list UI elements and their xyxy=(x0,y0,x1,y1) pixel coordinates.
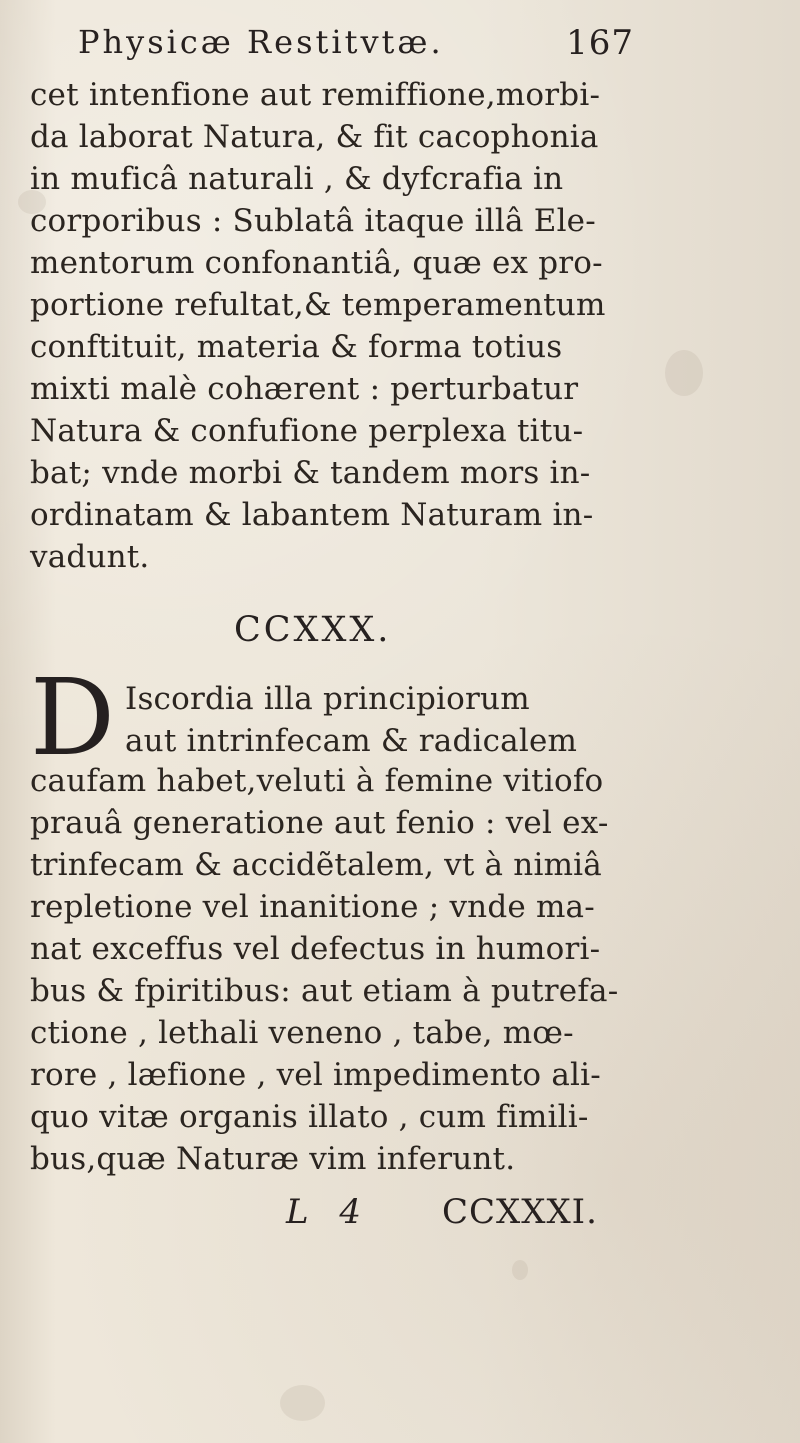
text-line: bus,quæ Naturæ vim inferunt. xyxy=(30,1141,516,1177)
text-line: portione refultat,& temperamentum xyxy=(30,287,606,323)
signature-mark: L 4 xyxy=(286,1192,372,1232)
text-line: in muficâ naturali , & dyfcrafia in xyxy=(30,161,564,197)
text-line: aut intrinfecam & radicalem xyxy=(125,723,578,759)
text-line: Natura & confufione perplexa titu- xyxy=(30,413,584,449)
catchword: CCXXXI. xyxy=(442,1192,598,1232)
text-line: Iscordia illa principiorum xyxy=(125,681,530,717)
text-line: ctione , lethali veneno , tabe, mœ- xyxy=(30,1015,574,1051)
text-line: bus & fpiritibus: aut etiam à putrefa- xyxy=(30,973,619,1009)
section-heading: CCXXX. xyxy=(234,610,392,650)
page-footer xyxy=(286,1192,646,1242)
opening-lines xyxy=(125,678,640,762)
text-line: rore , læfione , vel impedimento ali- xyxy=(30,1057,601,1093)
text-line: ordinatam & labantem Naturam in- xyxy=(30,497,594,533)
text-line: conftituit, materia & forma totius xyxy=(30,329,563,365)
running-title: Physicæ Restitvtæ. xyxy=(78,23,444,61)
text-line: da laborat Natura, & fit cacophonia xyxy=(30,119,599,155)
text-line: vadunt. xyxy=(30,539,150,575)
paper-stain xyxy=(665,350,703,396)
text-line: bat; vnde morbi & tandem mors in- xyxy=(30,455,591,491)
text-line: nat exceffus vel defectus in humori- xyxy=(30,931,601,967)
paper-stain xyxy=(512,1260,528,1280)
page-header xyxy=(78,23,638,73)
drop-cap: D xyxy=(30,656,115,779)
text-line: caufam habet,veluti à femine vitiofo xyxy=(30,763,604,799)
paragraph-one xyxy=(30,74,640,578)
text-line: mixti malè cohærent : perturbatur xyxy=(30,371,579,407)
paper-stain xyxy=(280,1385,325,1421)
text-line: quo vitæ organis illato , cum fimili- xyxy=(30,1099,589,1135)
text-line: repletione vel inanitione ; vnde ma- xyxy=(30,889,595,925)
text-line: corporibus : Sublatâ itaque illâ Ele- xyxy=(30,203,596,239)
text-line: trinfecam & accidẽtalem, vt à nimiâ xyxy=(30,847,602,883)
text-line: cet intenfione aut remiffione,morbi- xyxy=(30,77,601,113)
paragraph-two xyxy=(30,760,640,1180)
page-number: 167 xyxy=(566,23,634,63)
text-line: prauâ generatione aut fenio : vel ex- xyxy=(30,805,609,841)
text-line: mentorum confonantiâ, quæ ex pro- xyxy=(30,245,603,281)
